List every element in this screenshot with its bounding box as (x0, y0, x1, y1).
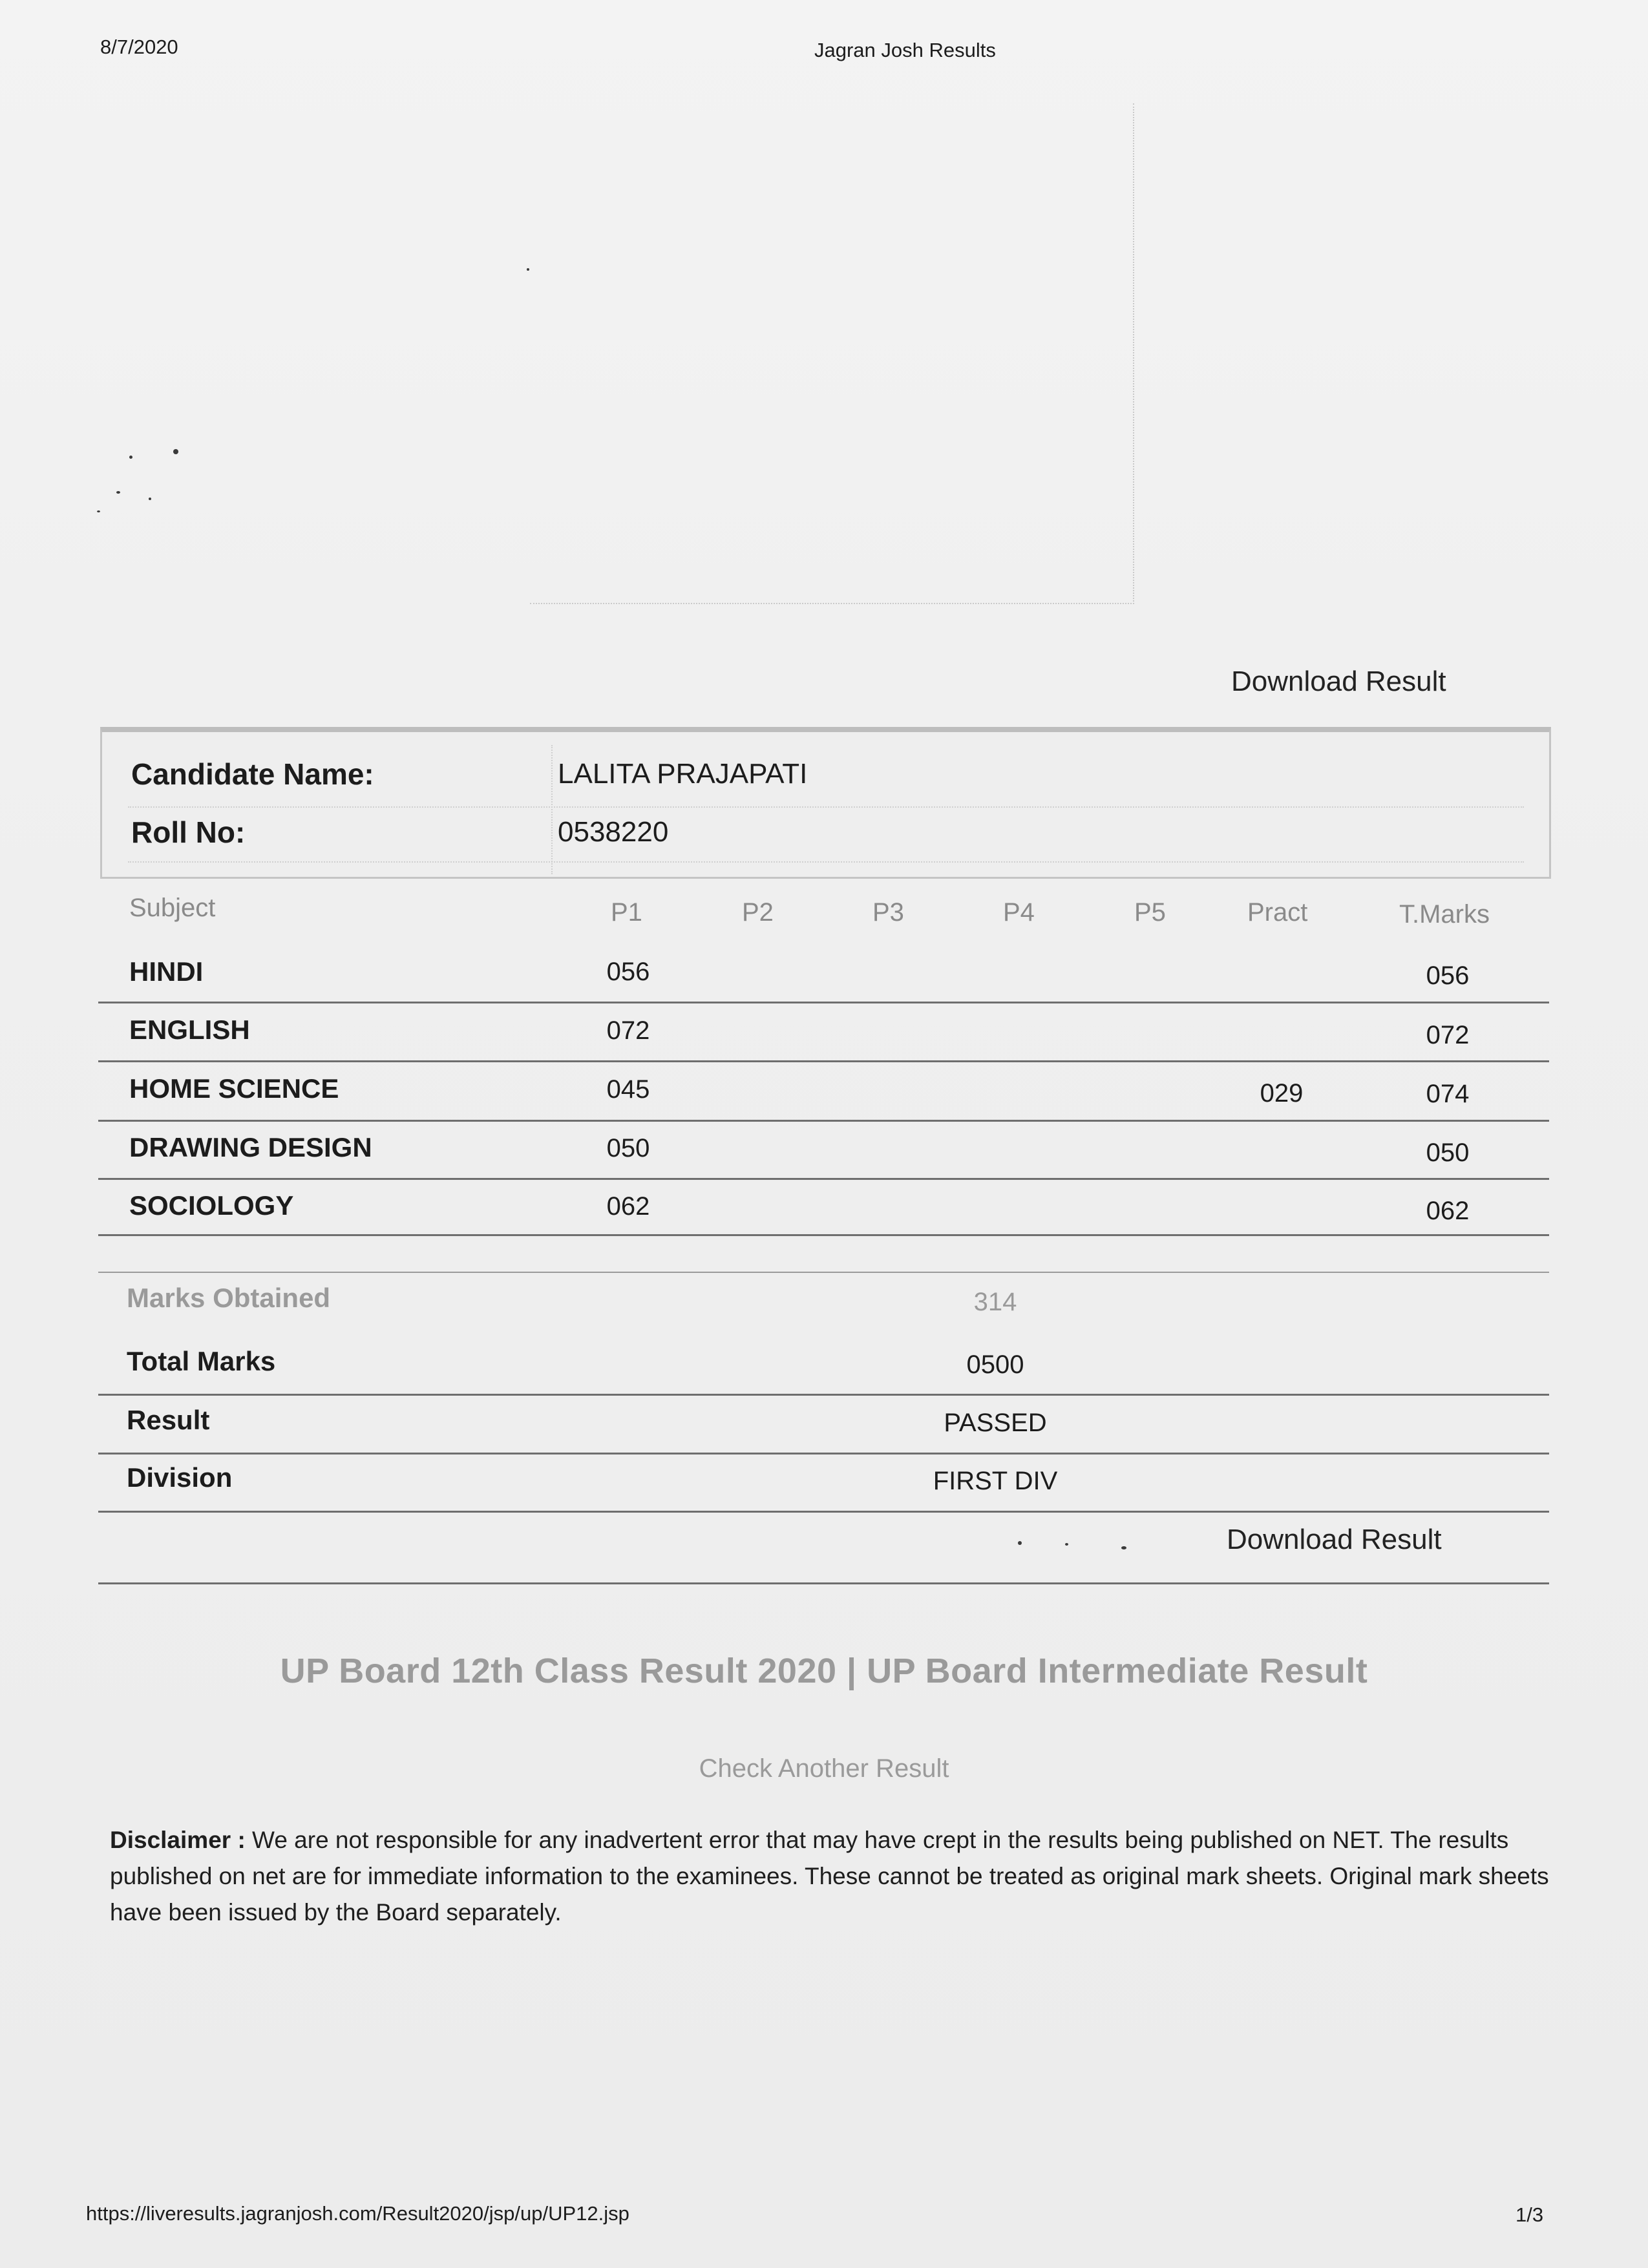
total-marks: 074 (1426, 1080, 1470, 1108)
scan-speck (1121, 1546, 1126, 1549)
column-header-total-marks: T.Marks (1399, 900, 1490, 929)
check-another-result-link[interactable]: Check Another Result (699, 1754, 949, 1783)
subject-name: HOME SCIENCE (129, 1073, 339, 1104)
disclaimer-label: Disclaimer : (110, 1827, 246, 1853)
scan-speck (149, 498, 151, 500)
print-page-number: 1/3 (1516, 2203, 1544, 2226)
page-title: UP Board 12th Class Result 2020 | UP Board Intermediate Result (280, 1652, 1368, 1690)
total-marks: 056 (1426, 961, 1470, 990)
subject-name: ENGLISH (129, 1014, 250, 1045)
row-divider (98, 1002, 1549, 1003)
division-value: FIRST DIV (933, 1467, 1058, 1495)
candidate-row-divider (128, 861, 1524, 863)
scan-speck (1065, 1543, 1068, 1546)
subject-name: DRAWING DESIGN (129, 1132, 372, 1162)
scan-speck (173, 449, 178, 454)
subject-name: HINDI (129, 956, 204, 987)
row-divider (98, 1394, 1549, 1396)
download-result-link-top[interactable]: Download Result (1231, 666, 1446, 697)
total-marks: 050 (1426, 1139, 1470, 1167)
row-divider (98, 1511, 1549, 1513)
roll-no-label: Roll No: (131, 815, 246, 849)
scan-speck (97, 510, 100, 512)
column-header-subject: Subject (129, 894, 216, 922)
print-footer-url: https://liveresults.jagranjosh.com/Result2020/jsp/up/UP12.jsp (86, 2202, 629, 2225)
pract-marks: 029 (1260, 1079, 1304, 1108)
marks-obtained-label: Marks Obtained (127, 1283, 331, 1313)
scan-speck (1018, 1541, 1022, 1545)
disclaimer-body: We are not responsible for any inadvertent error that may have crept in the results being published on NET. The results published on net are for immediate information to the examinees. These cannot be treated as original mark sheets. Original mark sheets have been issued by the Board separately. (110, 1827, 1549, 1926)
candidate-name-value: LALITA PRAJAPATI (558, 758, 808, 790)
candidate-info-box (100, 727, 1551, 879)
column-header-p3: P3 (872, 898, 904, 927)
section-divider (98, 1272, 1549, 1273)
total-marks-value: 0500 (966, 1350, 1024, 1379)
row-divider (98, 1120, 1549, 1122)
p1-marks: 050 (606, 1134, 650, 1162)
column-header-p1: P1 (611, 898, 642, 927)
print-site-title: Jagran Josh Results (814, 39, 996, 61)
disclaimer-text (110, 1822, 1551, 1931)
p1-marks: 062 (606, 1192, 650, 1221)
scan-speck (527, 268, 529, 271)
roll-no-value: 0538220 (558, 816, 669, 848)
scan-speck (129, 456, 132, 459)
column-header-p4: P4 (1003, 898, 1035, 927)
download-result-link-bottom[interactable]: Download Result (1227, 1524, 1442, 1555)
row-divider (98, 1178, 1549, 1180)
column-header-p5: P5 (1134, 898, 1166, 927)
result-value: PASSED (944, 1409, 1047, 1437)
scan-speck (116, 491, 120, 494)
marks-obtained-value: 314 (973, 1288, 1017, 1316)
subject-name: SOCIOLOGY (129, 1190, 294, 1221)
row-divider (98, 1060, 1549, 1062)
column-header-pract: Pract (1247, 898, 1308, 927)
column-header-p2: P2 (742, 898, 774, 927)
p1-marks: 045 (606, 1075, 650, 1104)
candidate-row-divider (128, 806, 1524, 808)
photo-placeholder-frame (530, 103, 1134, 604)
print-date: 8/7/2020 (100, 36, 178, 58)
p1-marks: 056 (606, 958, 650, 986)
section-divider (98, 1582, 1549, 1584)
candidate-column-divider (551, 745, 553, 874)
row-divider (98, 1453, 1549, 1454)
candidate-name-label: Candidate Name: (131, 757, 374, 791)
p1-marks: 072 (606, 1016, 650, 1045)
total-marks: 062 (1426, 1197, 1470, 1225)
row-divider (98, 1234, 1549, 1236)
total-marks: 072 (1426, 1021, 1470, 1049)
result-label: Result (127, 1405, 210, 1435)
total-marks-label: Total Marks (127, 1346, 276, 1376)
division-label: Division (127, 1462, 233, 1493)
